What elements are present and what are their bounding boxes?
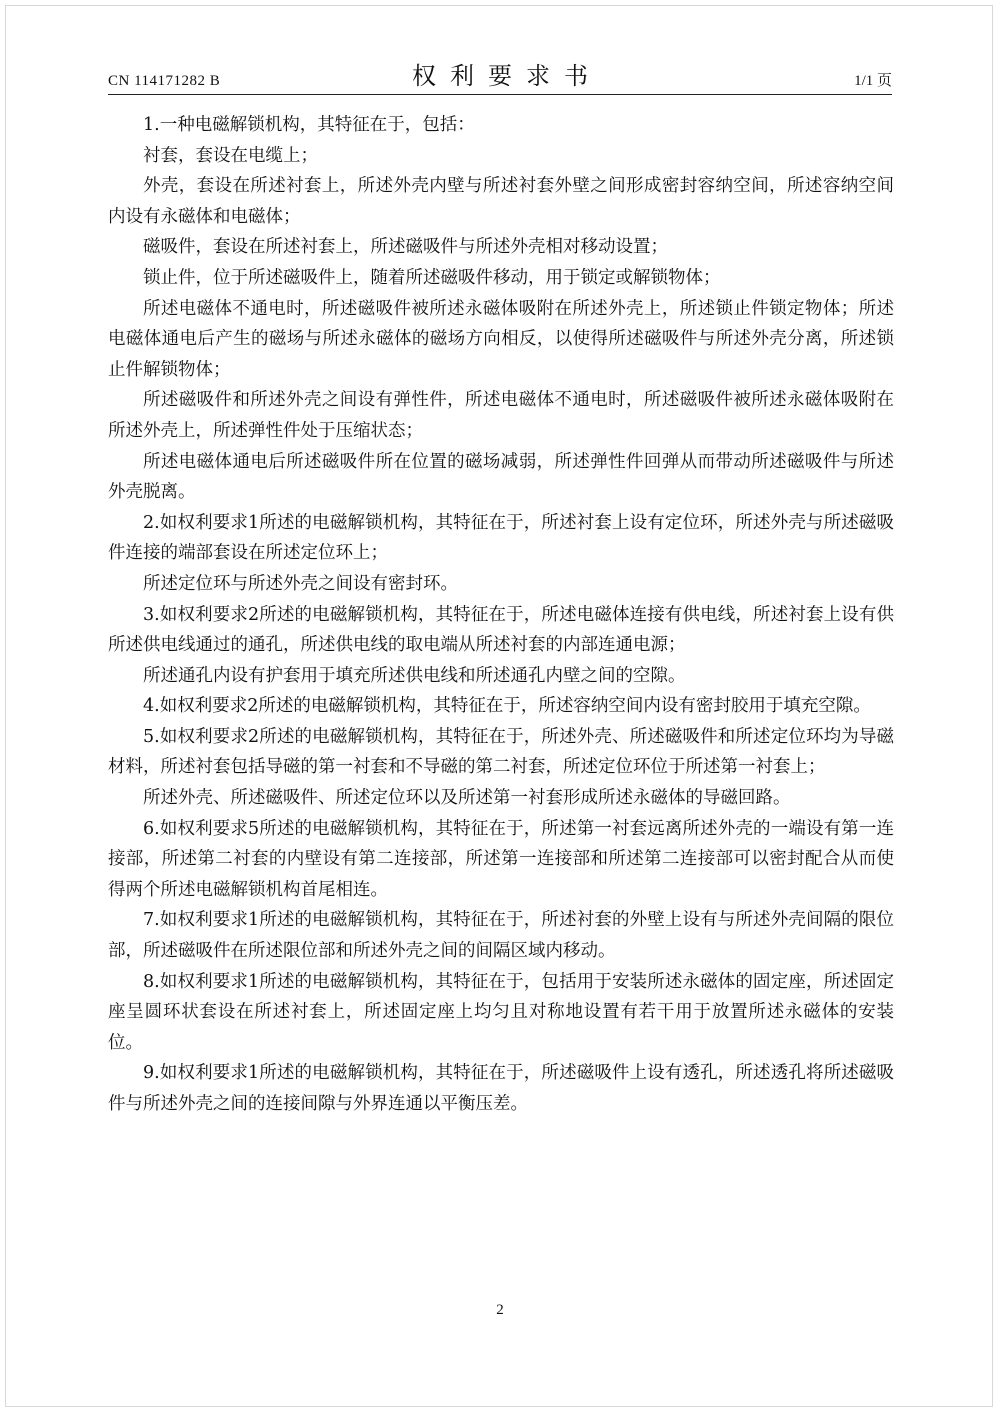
claim-paragraph: 所述定位环与所述外壳之间设有密封环。 [143, 573, 458, 594]
document-header [108, 54, 892, 94]
claim-paragraph: 所述电磁体通电后所述磁吸件所在位置的磁场减弱，所述弹性件回弹从而带动所述磁吸件与所述外壳脱离。 [108, 451, 894, 503]
claim-paragraph: 3.如权利要求2所述的电磁解锁机构，其特征在于，所述电磁体连接有供电线，所述衬套上设有供所述供电线通过的通孔，所述供电线的取电端从所述衬套的内部连通电源； [108, 604, 894, 656]
page-title: 权利要求书 [412, 62, 602, 90]
header-divider [108, 94, 892, 95]
claim-paragraph: 4.如权利要求2所述的电磁解锁机构，其特征在于，所述容纳空间内设有密封胶用于填充空隙。 [143, 696, 871, 717]
page-indicator: 1/1 页 [854, 73, 892, 89]
claim-paragraph: 1.一种电磁解锁机构，其特征在于，包括： [143, 115, 475, 135]
claim-paragraph: 9.如权利要求1所述的电磁解锁机构，其特征在于，所述磁吸件上设有透孔，所述透孔将所述磁吸件与所述外壳之间的连接间隙与外界连通以平衡压差。 [108, 1063, 894, 1114]
footer-page-number: 2 [496, 1302, 504, 1318]
claim-paragraph: 所述电磁体不通电时，所述磁吸件被所述永磁体吸附在所述外壳上，所述锁止件锁定物体；所述电磁体通电后产生的磁场与所述永磁体的磁场方向相反，以使得所述磁吸件与所述外壳分离，所述锁止件解锁物体； [108, 298, 894, 380]
claim-paragraph: 衬套，套设在电缆上； [143, 145, 318, 166]
claim-paragraph: 2.如权利要求1所述的电磁解锁机构，其特征在于，所述衬套上设有定位环，所述外壳与所述磁吸件连接的端部套设在所述定位环上； [108, 512, 894, 564]
claim-paragraph: 所述外壳、所述磁吸件、所述定位环以及所述第一衬套形成所述永磁体的导磁回路。 [143, 788, 791, 809]
claim-paragraph: 磁吸件，套设在所述衬套上，所述磁吸件与所述外壳相对移动设置； [143, 237, 668, 258]
patent-number: CN 114171282 B [108, 73, 221, 89]
claim-paragraph: 所述通孔内设有护套用于填充所述供电线和所述通孔内壁之间的空隙。 [143, 665, 686, 686]
claims-body [108, 110, 894, 1120]
claim-paragraph: 所述磁吸件和所述外壳之间设有弹性件，所述电磁体不通电时，所述磁吸件被所述永磁体吸附在所述外壳上，所述弹性件处于压缩状态； [108, 390, 894, 441]
claim-paragraph: 外壳，套设在所述衬套上，所述外壳内壁与所述衬套外壁之间形成密封容纳空间，所述容纳空间内设有永磁体和电磁体； [108, 176, 894, 227]
claim-paragraph: 7.如权利要求1所述的电磁解锁机构，其特征在于，所述衬套的外壁上设有与所述外壳间隔的限位部，所述磁吸件在所述限位部和所述外壳之间的间隔区域内移动。 [108, 910, 894, 962]
claim-paragraph: 5.如权利要求2所述的电磁解锁机构，其特征在于，所述外壳、所述磁吸件和所述定位环均为导磁材料，所述衬套包括导磁的第一衬套和不导磁的第二衬套，所述定位环位于所述第一衬套上； [108, 726, 894, 778]
claim-paragraph: 锁止件，位于所述磁吸件上，随着所述磁吸件移动，用于锁定或解锁物体； [143, 267, 721, 288]
claim-paragraph: 6.如权利要求5所述的电磁解锁机构，其特征在于，所述第一衬套远离所述外壳的一端设有第一连接部，所述第二衬套的内壁设有第二连接部，所述第一连接部和所述第二连接部可以密封配合从而使得两个所述电磁解锁机构首尾相连。 [108, 818, 894, 900]
claim-paragraph: 8.如权利要求1所述的电磁解锁机构，其特征在于，包括用于安装所述永磁体的固定座，所述固定座呈圆环状套设在所述衬套上，所述固定座上均匀且对称地设置有若干用于放置所述永磁体的安装位。 [108, 971, 894, 1053]
